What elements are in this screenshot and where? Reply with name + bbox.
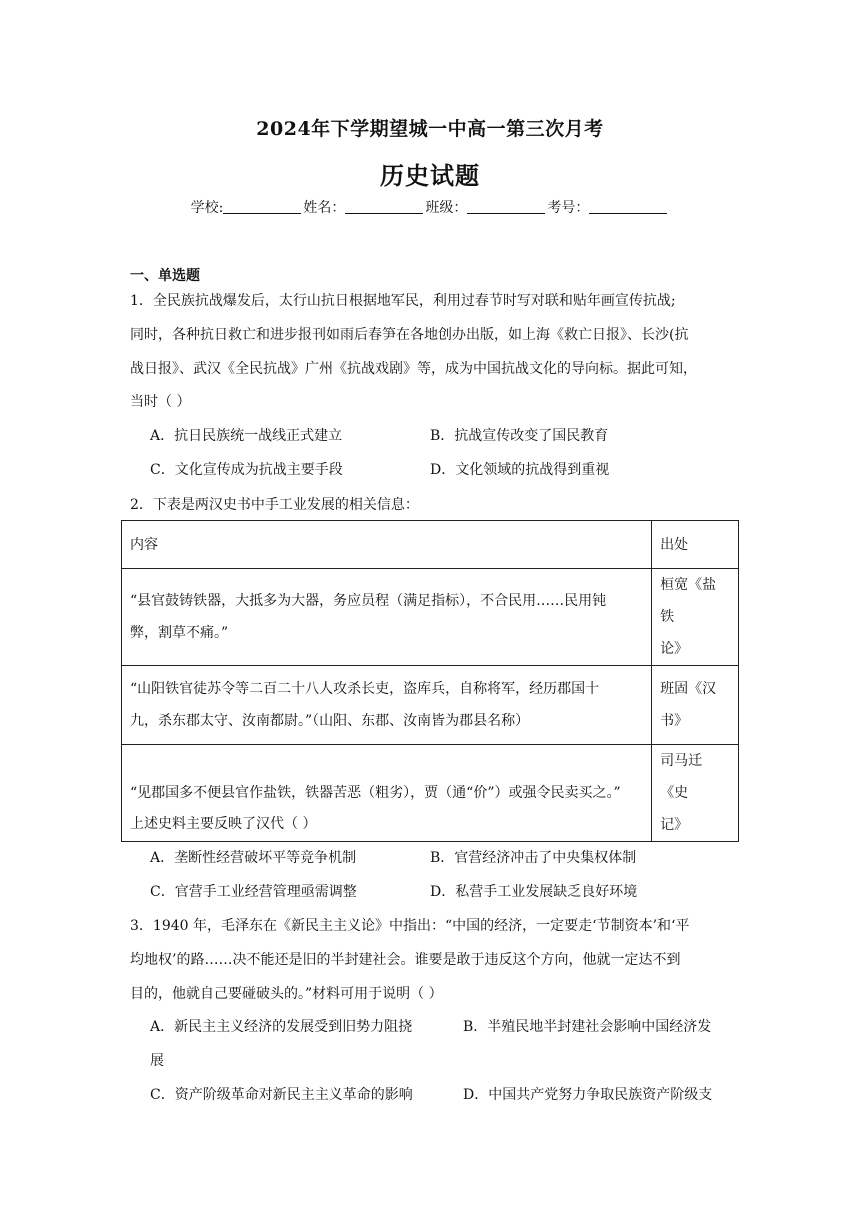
cell-line: “县官鼓铸铁器，大抵多为大器，务应员程（满足指标），不合民用……民用钝	[130, 593, 607, 609]
school-blank[interactable]	[223, 199, 301, 214]
q2-stem: 上述史料主要反映了汉代（ ）	[130, 816, 317, 832]
table-cell-source	[652, 745, 739, 842]
cell-line: “山阳铁官徒苏令等二百二十八人攻杀长吏，盗库兵，自称将军，经历郡国十	[130, 681, 600, 697]
q2-option-b[interactable]: B．官营经济冲击了中央集权体制	[430, 850, 637, 866]
cell-line: 弊，割草不痛。”	[130, 625, 229, 641]
student-info-line	[0, 197, 860, 217]
table-row	[122, 666, 739, 745]
subject-title: 历史试题	[380, 161, 480, 190]
cell-line: “见郡国多不便县官作盐铁，铁器苦恶（粗劣），贾（通“价”）或强令民卖买之。”	[130, 785, 621, 801]
table-row	[122, 569, 739, 666]
cell-line: 记》	[660, 817, 689, 833]
class-label: 班级：	[425, 200, 468, 216]
table-cell-source	[652, 569, 739, 666]
q3-option-b-continued[interactable]: 展	[150, 1053, 164, 1069]
table-cell-content	[122, 569, 652, 666]
q2-option-a[interactable]: A．垄断性经营破坏平等竞争机制	[150, 850, 357, 866]
q1-option-a[interactable]: A．抗日民族统一战线正式建立	[150, 428, 343, 444]
q3-line-1: 3．1940 年，毛泽东在《新民主主义论》中指出：“中国的经济，一定要走‘节制资本’和‘平	[130, 918, 690, 934]
table-header-content: 内容	[122, 521, 652, 569]
cell-line: 司马迁《史	[660, 753, 703, 801]
table-cell-content	[122, 666, 652, 745]
q1-line-1: 1．全民族抗战爆发后，太行山抗日根据地军民，利用过春节时写对联和贴年画宣传抗战;	[130, 293, 676, 309]
table-header-source: 出处	[652, 521, 739, 569]
q3-line-2: 均地权’的路……决不能还是旧的半封建社会。谁要是敢于违反这个方向，他就一定达不到	[130, 952, 681, 968]
q2-option-d[interactable]: D．私营手工业发展缺乏良好环境	[430, 884, 638, 900]
cell-line: 班固《汉	[660, 681, 717, 697]
q3-option-a[interactable]: A．新民主主义经济的发展受到旧势力阻挠	[150, 1019, 413, 1035]
class-blank[interactable]	[467, 199, 545, 214]
cell-line: 书》	[660, 713, 689, 729]
source-table	[121, 520, 739, 842]
cell-line: 论》	[660, 641, 689, 657]
q3-option-d[interactable]: D．中国共产党努力争取民族资产阶级支	[463, 1087, 713, 1103]
table-header-row	[122, 521, 739, 569]
q1-line-3: 战日报》、武汉《全民抗战》广州《抗战戏剧》等，成为中国抗战文化的导向标。据此可知，	[130, 361, 697, 377]
q2-option-c[interactable]: C．官营手工业经营管理亟需调整	[150, 884, 357, 900]
q3-line-3: 目的，他就自己要碰破头的。”材料可用于说明（ ）	[130, 986, 443, 1002]
exam-title: 2024年下学期望城一中高一第三次月考	[256, 118, 604, 140]
cell-line: 桓宽《盐铁	[660, 577, 717, 625]
exam-number-label: 考号：	[547, 200, 590, 216]
cell-line: 九，杀东郡太守、汝南都尉。”（山阳、东郡、汝南皆为郡县名称）	[130, 713, 530, 729]
q1-line-2: 同时，各种抗日救亡和进步报刊如雨后春笋在各地创办出版，如上海《救亡日报》、长沙(抗	[130, 327, 689, 343]
q1-option-d[interactable]: D．文化领域的抗战得到重视	[430, 462, 610, 478]
q3-option-b[interactable]: B．半殖民地半封建社会影响中国经济发	[463, 1019, 712, 1035]
name-label: 姓名：	[303, 200, 346, 216]
q1-option-c[interactable]: C．文化宣传成为抗战主要手段	[150, 462, 343, 478]
q1-line-4: 当时（ ）	[130, 394, 191, 410]
name-blank[interactable]	[345, 199, 423, 214]
exam-number-blank[interactable]	[589, 199, 667, 214]
section-heading: 一、单选题	[130, 268, 200, 284]
school-label: 学校:	[190, 200, 224, 216]
table-cell-source	[652, 666, 739, 745]
q2-intro: 2．下表是两汉史书中手工业发展的相关信息：	[130, 497, 419, 513]
q3-option-c[interactable]: C．资产阶级革命对新民主主义革命的影响	[150, 1087, 413, 1103]
q1-option-b[interactable]: B．抗战宣传改变了国民教育	[430, 428, 609, 444]
